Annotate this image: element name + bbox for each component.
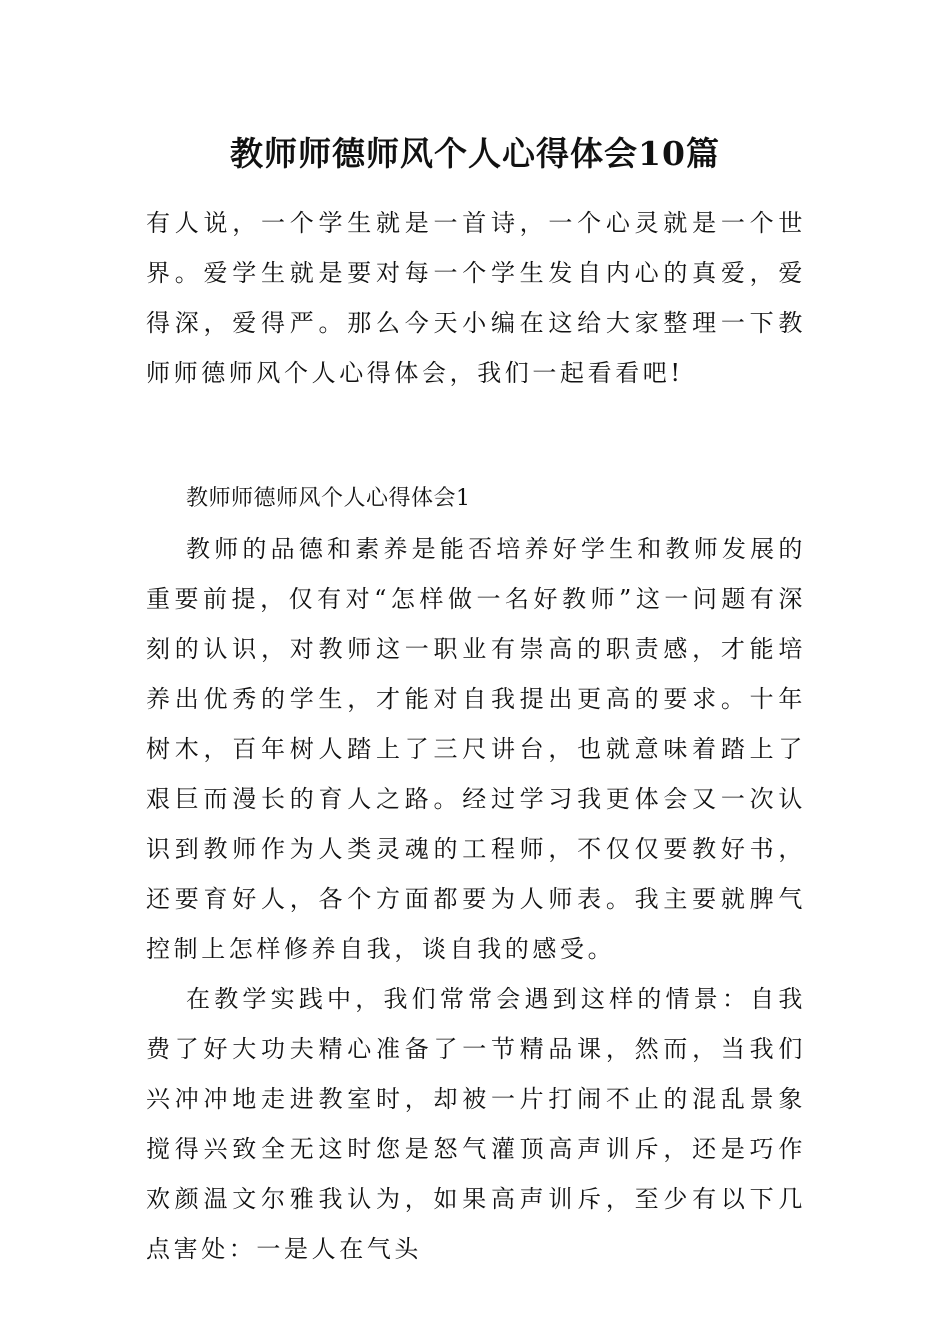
body-paragraph-1: 教师的品德和素养是能否培养好学生和教师发展的重要前提，仅有对“怎样做一名好教师”这一问题有深刻的认识，对教师这一职业有崇高的职责感，才能培养出优秀的学生，才能对自我提出更高的要求。十年树木，百年树人踏上了三尺讲台，也就意味着踏上了艰巨而漫长的育人之路。经过学习我更体会又一次认识到教师作为人类灵魂的工程师，不仅仅要教好书，还要育好人，各个方面都要为人师表。我主要就脾气控制上怎样修养自我，谈自我的感受。 (146, 535, 806, 963)
section-heading: 教师师德师风个人心得体会1 (186, 486, 471, 511)
body-paragraph-2: 在教学实践中，我们常常会遇到这样的情景：自我费了好大功夫精心准备了一节精品课，然而，当我们兴冲冲地走进教室时，却被一片打闹不止的混乱景象搅得兴致全无这时您是怒气灌顶高声训斥，还是巧作欢颜温文尔雅我认为，如果高声训斥，至少有以下几点害处：一是人在气头 (146, 985, 806, 1263)
intro-paragraph: 有人说，一个学生就是一首诗，一个心灵就是一个世界。爱学生就是要对每一个学生发自内心的真爱，爱得深，爱得严。那么今天小编在这给大家整理一下教师师德师风个人心得体会，我们一起看看吧! (146, 209, 806, 387)
document-title: 教师师德师风个人心得体会10篇 (230, 134, 720, 173)
